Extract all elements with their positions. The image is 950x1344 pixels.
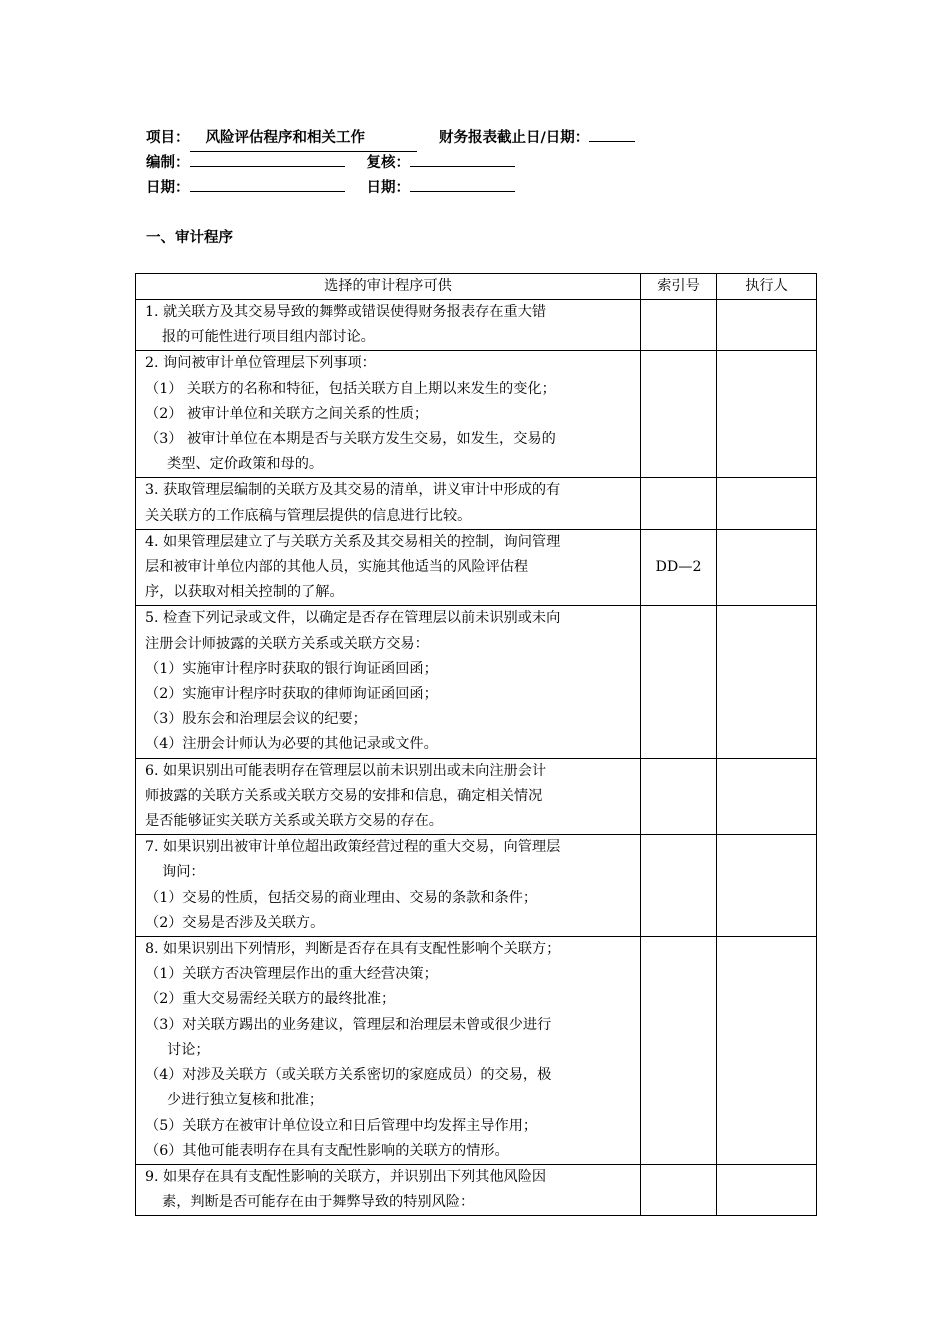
review-label: 复核： (366, 155, 410, 171)
procedure-line: （1） 关联方的名称和特征，包括关联方自上期以来发生的变化； (145, 380, 556, 397)
procedure-line: 1. 就关联方及其交易导致的舞弊或错误使得财务报表存在重大错 (145, 304, 547, 320)
procedure-cell (136, 1164, 641, 1215)
procedure-line: （4）对涉及关联方（或关联方关系密切的家庭成员）的交易，极 (145, 1067, 552, 1084)
procedure-cell (136, 478, 641, 529)
date-blank-2 (410, 176, 515, 192)
executor-cell[interactable] (717, 835, 817, 937)
table-row (136, 478, 817, 529)
executor-cell[interactable] (717, 529, 817, 606)
procedure-line: 3. 获取管理层编制的关联方及其交易的清单，讲义审计中形成的有 (145, 482, 561, 499)
index-cell[interactable] (641, 758, 717, 835)
procedure-line: （3）对关联方踢出的业务建议，管理层和治理层未曾或很少进行 (145, 1016, 552, 1033)
procedure-line: 6. 如果识别出可能表明存在管理层以前未识别出或未向注册会计 (145, 762, 547, 779)
procedure-line: 关关联方的工作底稿与管理层提供的信息进行比较。 (145, 507, 472, 524)
procedure-line: 类型、定价政策和母的。 (167, 456, 324, 473)
project-label: 项目： (146, 130, 190, 146)
table-row (136, 1164, 817, 1215)
table-row (136, 937, 817, 1165)
procedure-line: 7. 如果识别出被审计单位超出政策经营过程的重大交易，向管理层 (145, 839, 561, 856)
procedure-line: 2. 询问被审计单位管理层下列事项： (145, 355, 376, 372)
procedure-cell (136, 529, 641, 606)
procedure-line: 5. 检查下列记录或文件，以确定是否存在管理层以前未识别或未向 (145, 610, 561, 627)
date-label-2: 日期： (366, 180, 410, 196)
procedure-line: （3）股东会和治理层会议的纪要； (145, 711, 367, 728)
executor-cell[interactable] (717, 606, 817, 758)
header-block (146, 126, 635, 201)
index-cell[interactable] (641, 937, 717, 1165)
table-row (136, 529, 817, 606)
procedure-line: （1）交易的性质，包括交易的商业理由、交易的条款和条件； (145, 889, 538, 906)
index-cell[interactable] (641, 1164, 717, 1215)
procedure-line: 询问： (162, 864, 205, 881)
section-title: 一、审计程序 (146, 230, 233, 246)
procedure-line: 是否能够证实关联方关系或关联方交易的存在。 (145, 813, 443, 830)
procedure-line: 报的可能性进行项目组内部讨论。 (162, 329, 375, 346)
executor-cell[interactable] (717, 351, 817, 478)
executor-cell[interactable] (717, 300, 817, 351)
procedure-line: 注册会计师披露的关联方关系或关联方交易： (145, 635, 429, 652)
procedure-cell (136, 758, 641, 835)
period-blank (589, 126, 635, 142)
column-header-executor: 执行人 (717, 274, 817, 300)
header-row-project (146, 126, 635, 151)
procedure-line: 讨论； (167, 1041, 210, 1058)
procedure-line: （2） 被审计单位和关联方之间关系的性质； (145, 405, 429, 422)
period-label: 财务报表截止日/日期： (439, 130, 590, 146)
column-header-index: 索引号 (641, 274, 717, 300)
table-row (136, 300, 817, 351)
header-row-date (146, 176, 635, 201)
executor-cell[interactable] (717, 937, 817, 1165)
index-cell[interactable] (641, 478, 717, 529)
header-row-prepared (146, 151, 635, 176)
procedure-cell (136, 300, 641, 351)
procedure-line: 层和被审计单位内部的其他人员，实施其他适当的风险评估程 (145, 559, 529, 576)
procedure-line: 8. 如果识别出下列情形，判断是否存在具有支配性影响个关联方； (145, 941, 561, 958)
table-header-row (136, 274, 817, 300)
index-cell[interactable] (641, 606, 717, 758)
date-label-1: 日期： (146, 180, 190, 196)
procedure-cell (136, 937, 641, 1165)
procedure-line: 序，以获取对相关控制的了解。 (145, 584, 344, 601)
procedure-line: （6）其他可能表明存在具有支配性影响的关联方的情形。 (145, 1142, 509, 1159)
procedure-line: （2）重大交易需经关联方的最终批准； (145, 991, 396, 1008)
procedure-line: （3） 被审计单位在本期是否与关联方发生交易，如发生，交易的 (145, 431, 556, 448)
procedure-cell (136, 606, 641, 758)
table-row (136, 758, 817, 835)
procedure-cell (136, 835, 641, 937)
review-blank (410, 151, 515, 167)
procedure-line: 4. 如果管理层建立了与关联方关系及其交易相关的控制，询问管理 (145, 533, 561, 550)
audit-procedure-table (135, 273, 817, 1216)
procedure-line: 少进行独立复核和批准； (167, 1092, 324, 1109)
table-row (136, 351, 817, 478)
prepared-blank (190, 151, 345, 167)
index-cell[interactable] (641, 351, 717, 478)
procedure-cell (136, 351, 641, 478)
procedure-line: 师披露的关联方关系或关联方交易的安排和信息，确定相关情况 (145, 787, 543, 804)
executor-cell[interactable] (717, 478, 817, 529)
column-header-procedure: 选择的审计程序可供 (136, 274, 641, 300)
index-cell[interactable]: DD—2 (641, 529, 717, 606)
procedure-line: （4）注册会计师认为必要的其他记录或文件。 (145, 736, 438, 753)
table-row (136, 835, 817, 937)
procedure-line: （2）实施审计程序时获取的律师询证函回函； (145, 686, 438, 703)
procedure-line: （1）关联方否决管理层作出的重大经营决策； (145, 966, 438, 983)
procedure-line: 素，判断是否可能存在由于舞弊导致的特别风险： (162, 1194, 475, 1211)
project-value: 风险评估程序和相关工作 (190, 126, 418, 152)
prepared-label: 编制： (146, 155, 190, 171)
executor-cell[interactable] (717, 758, 817, 835)
date-blank-1 (190, 176, 345, 192)
procedure-line: （5）关联方在被审计单位设立和日后管理中均发挥主导作用； (145, 1117, 538, 1134)
procedure-line: 9. 如果存在具有支配性影响的关联方，并识别出下列其他风险因 (145, 1168, 547, 1185)
index-cell[interactable] (641, 300, 717, 351)
index-cell[interactable] (641, 835, 717, 937)
executor-cell[interactable] (717, 1164, 817, 1215)
procedure-line: （1）实施审计程序时获取的银行询证函回函； (145, 660, 438, 677)
procedure-line: （2）交易是否涉及关联方。 (145, 914, 325, 931)
table-row (136, 606, 817, 758)
